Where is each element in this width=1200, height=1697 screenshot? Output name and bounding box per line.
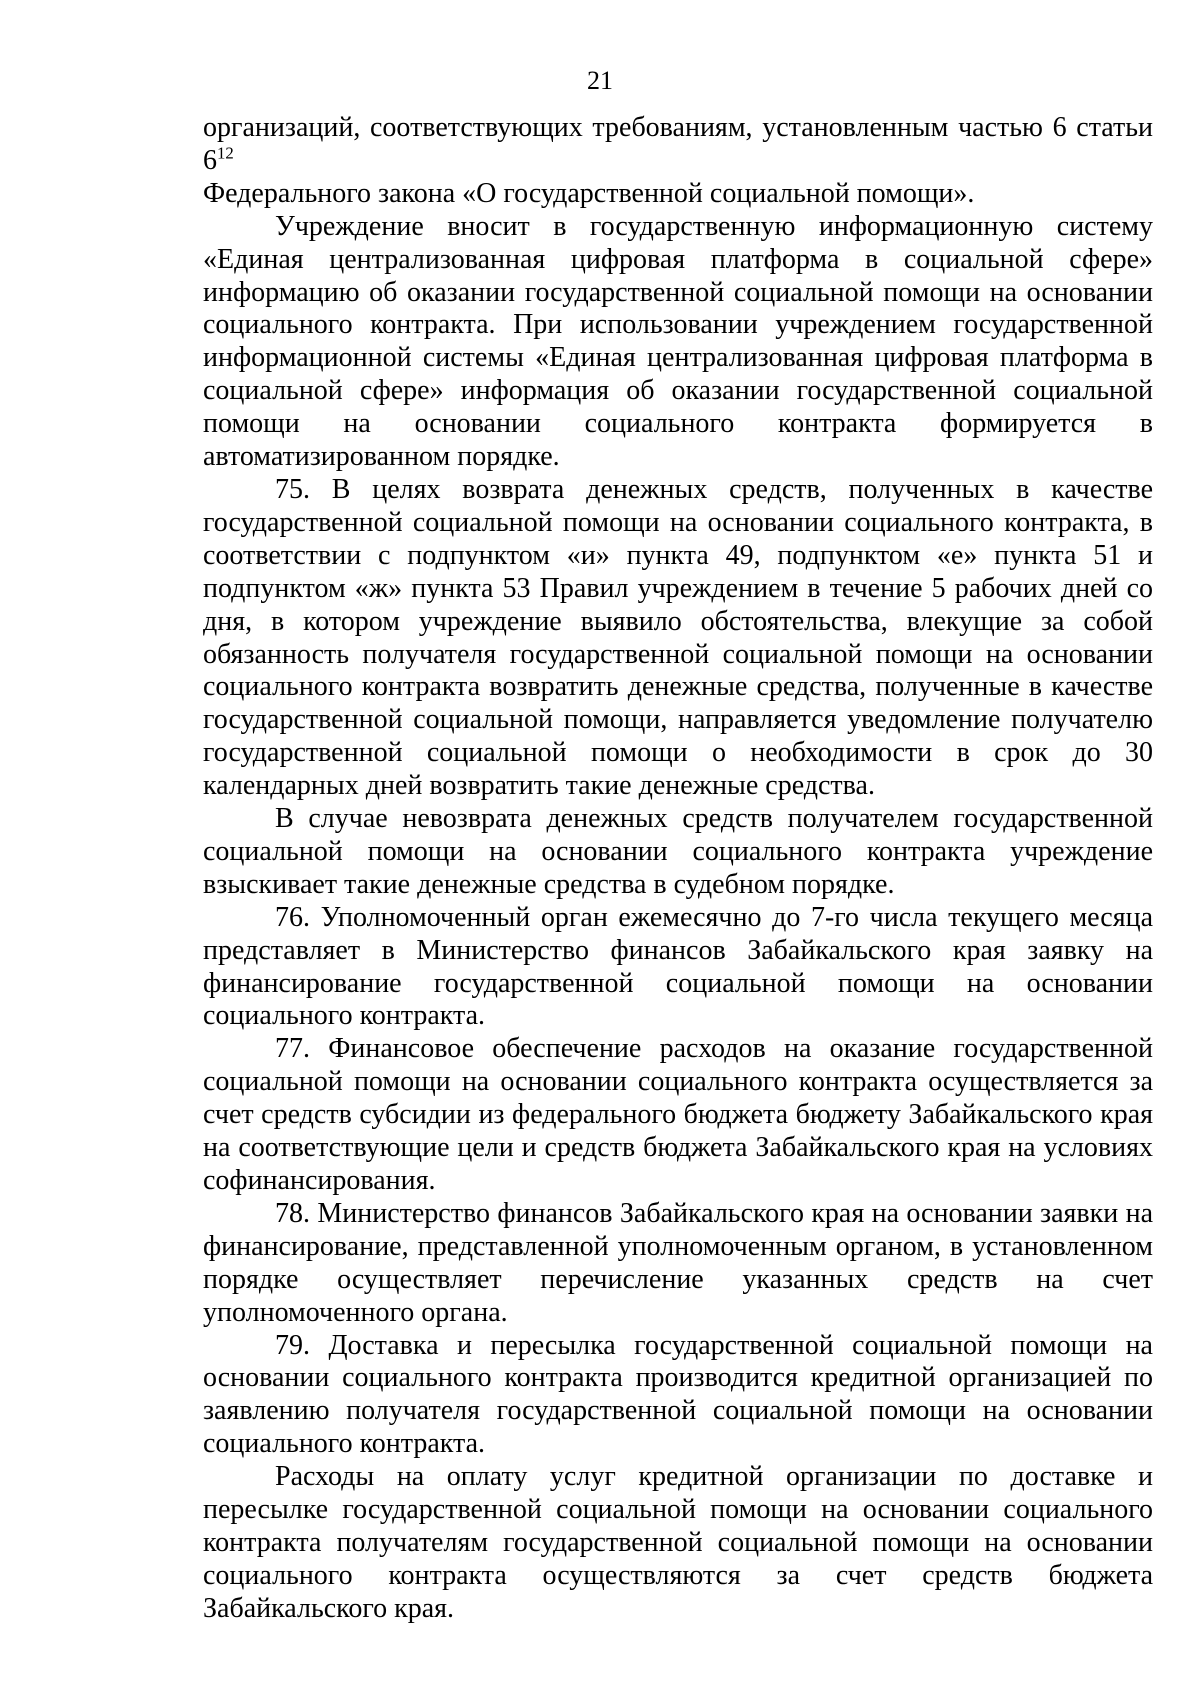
document-body [203,112,1153,1626]
paragraph-79: 79. Доставка и пересылка государственной социальной помощи на основании социального контракта производится кредитной организацией по заявлению получателя государственной социальной помощи на основании социального контракта. [203,1329,1153,1460]
paragraph-continuation [203,112,1153,178]
page-number: 21 [587,66,613,95]
paragraph-non-return: В случае невозврата денежных средств получателем государственной социальной помощи на основании социального контракта учреждение взыскивает такие денежные средства в судебном порядке. [203,803,1153,900]
paragraph-text: организаций, соответствующих требованиям, установленным частью 6 статьи 6 [203,112,1153,176]
paragraph-77: 77. Финансовое обеспечение расходов на оказание государственной социальной помощи на основании социального контракта осуществляется за счет средств субсидии из федерального бюджета бюджету Забайкальского края на соответствующие цели и средств бюджета Забайкальского края на условиях софинансирования. [203,1033,1153,1196]
paragraph-registry-info: Учреждение вносит в государственную информационную систему «Единая централизованная цифровая платформа в социальной сфере» информацию об оказании государственной социальной помощи на основании социального контракта. При использовании учреждением государственной информационной системы «Единая централизованная цифровая платформа в социальной сфере» информация об оказании государственной социальной помощи на основании социального контракта формируется в автоматизированном порядке. [203,210,1153,473]
paragraph-78: 78. Министерство финансов Забайкальского края на основании заявки на финансирование, представленной уполномоченным органом, в установленном порядке осуществляет перечисление указанных средств на счет уполномоченного органа. [203,1197,1153,1328]
paragraph-continuation-end: Федерального закона «О государственной социальной помощи». [203,177,975,209]
superscript-article-index: 12 [217,143,234,163]
paragraph-75: 75. В целях возврата денежных средств, полученных в качестве государственной социальной помощи на основании социального контракта, в соответствии с подпунктом «и» пункта 49, подпунктом «е» пункта 51 и подпунктом «ж» пункта 53 Правил учреждением в течение 5 рабочих дней со дня, в котором учреждение выявило обстоятельства, влекущие за собой обязанность получателя государственной социальной помощи на основании социального контракта возвратить денежные средства, полученные в качестве государственной социальной помощи, направляется уведомление получателю государственной социальной помощи о необходимости в срок до 30 календарных дней возвратить такие денежные средства. [203,473,1153,802]
paragraph-76: 76. Уполномоченный орган ежемесячно до 7-го числа текущего месяца представляет в Министерство финансов Забайкальского края заявку на финансирование государственной социальной помощи на основании социального контракта. [203,901,1153,1032]
paragraph-delivery-costs: Расходы на оплату услуг кредитной организации по доставке и пересылке государственной социальной помощи на основании социального контракта получателям государственной социальной помощи на основании социального контракта осуществляются за счет средств бюджета Забайкальского края. [203,1461,1153,1624]
